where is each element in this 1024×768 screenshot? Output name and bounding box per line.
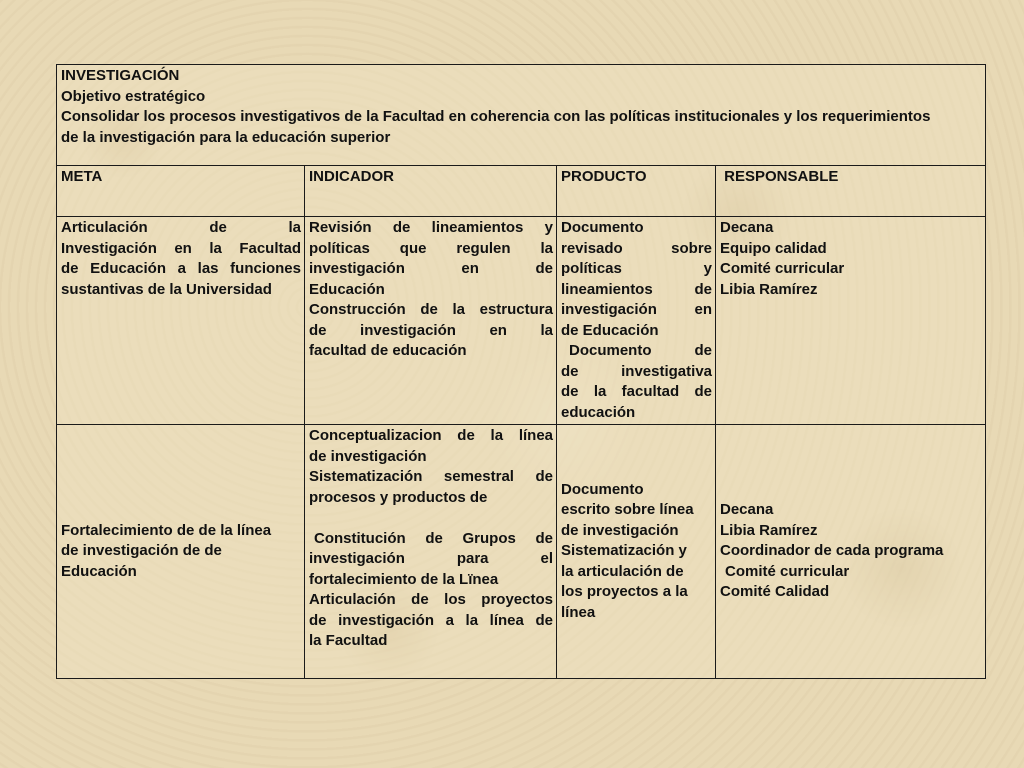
column-header-producto: PRODUCTO — [557, 166, 716, 217]
table-row — [57, 217, 986, 425]
indicador-cell: Revisión de lineamientos y políticas que regulen la investigación en de Educación Construcción de la estructura de investigación en la facultad de educación — [305, 217, 557, 425]
objective-line: Consolidar los procesos investigativos de la Facultad en coherencia con las políticas institucionales y los requerimientos — [61, 108, 931, 125]
responsable-cell: Decana Libia Ramírez Coordinador de cada programa Comité curricular Comité Calidad — [716, 425, 986, 679]
column-header-indicador: INDICADOR — [305, 166, 557, 217]
column-header-row — [57, 166, 986, 217]
responsable-cell: Decana Equipo calidad Comité curricular Libia Ramírez — [716, 217, 986, 425]
table-row — [57, 425, 986, 679]
section-title: INVESTIGACIÓN — [61, 67, 180, 84]
meta-cell: Fortalecimiento de de la línea de investigación de de Educación — [57, 425, 305, 679]
header-cell — [57, 65, 986, 166]
meta-cell: Articulación de la Investigación en la Facultad de Educación a las funciones sustantivas de la Universidad — [57, 217, 305, 425]
indicador-cell: Conceptualizacion de la línea de investigación Sistematización semestral de procesos y productos de Constitución de Grupos de investigación para el fortalecimiento de la Lïnea Articulación de los proyectos de investigación a la línea de la Facultad — [305, 425, 557, 679]
strategy-table — [56, 64, 986, 679]
column-header-responsable: RESPONSABLE — [716, 166, 986, 217]
header-row — [57, 65, 986, 166]
producto-cell: Documento revisado sobre políticas y lineamientos de investigación en de Educación Documento de de investigativa de la facultad de educación — [557, 217, 716, 425]
section-subtitle: Objetivo estratégico — [61, 87, 206, 105]
objective-line: de la investigación para la educación superior — [61, 128, 391, 146]
column-header-meta: META — [57, 166, 305, 217]
producto-cell: Documento escrito sobre línea de investigación Sistematización y la articulación de los proyectos a la línea — [557, 425, 716, 679]
